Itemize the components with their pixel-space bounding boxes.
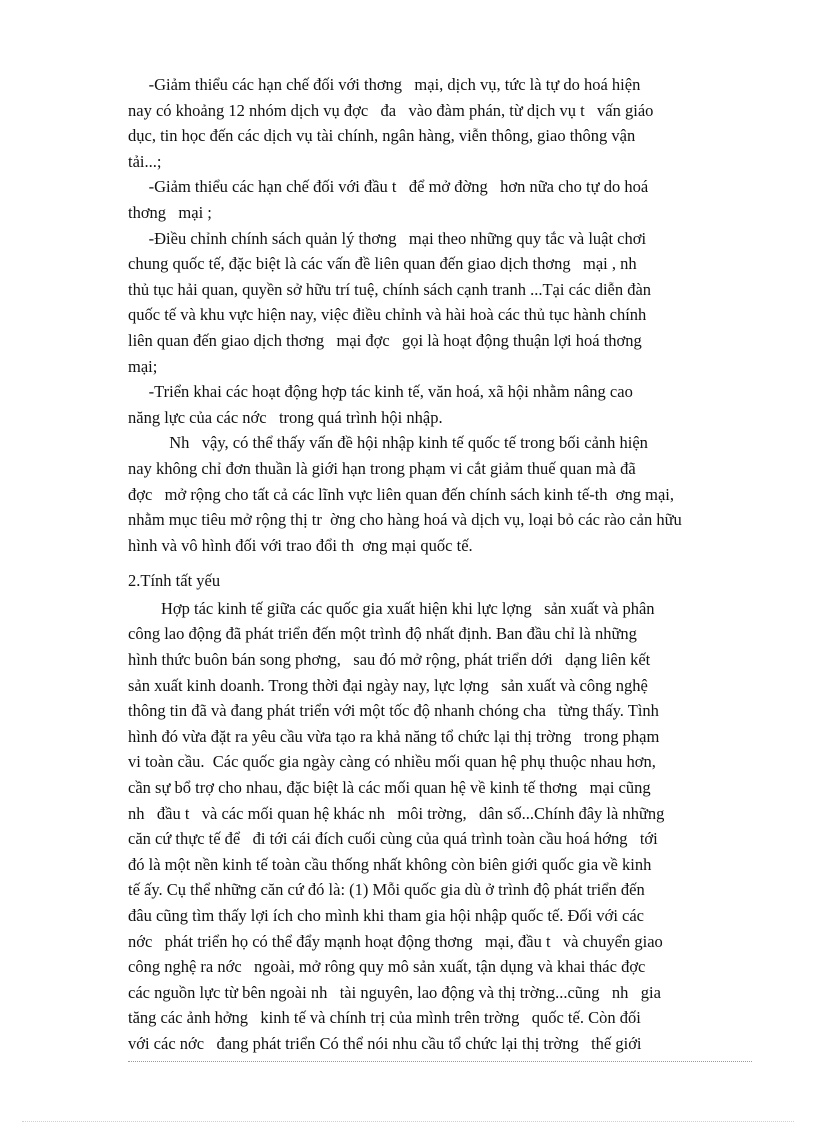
text-line: mại; [128, 356, 158, 376]
text-line: căn cứ thực tế để đi tới cái đích cuối cùng của quá trình toàn cầu hoá hớng tới [128, 829, 658, 849]
text-line: -Điều chỉnh chính sách quản lý thơng mại theo những quy tắc và luật chơi [128, 228, 647, 248]
text-line: -Triển khai các hoạt động hợp tác kinh tế, văn hoá, xã hội nhằm nâng cao [128, 382, 633, 402]
text-line: Nh vậy, có thể thấy vấn đề hội nhập kinh tế quốc tế trong bối cảnh hiện [128, 433, 648, 453]
text-line: năng lực của các nớc trong quá trình hội nhập. [128, 407, 443, 427]
text-line: -Giảm thiểu các hạn chế đối với đầu t để mở đờng hơn nữa cho tự do hoá [128, 177, 649, 197]
text-line: sản xuất kinh doanh. Trong thời đại ngày nay, lực lợng sản xuất và công nghệ [128, 675, 648, 695]
text-line: các nguồn lực từ bên ngoài nh tài nguyên, lao động và thị trờng...cũng nh gia [128, 982, 661, 1002]
text-line: đâu cũng tìm thấy lợi ích cho mình khi tham gia hội nhập quốc tế. Đối với các [128, 906, 645, 925]
text-line: với các nớc đang phát triển Có thể nói nhu cầu tổ chức lại thị trờng thế giới [128, 1033, 642, 1053]
text-line: cần sự bổ trợ cho nhau, đặc biệt là các mối quan hệ về kinh tế thơng mại cũng [128, 778, 651, 798]
text-line: nớc phát triển họ có thể đẩy mạnh hoạt động thơng mại, đầu t và chuyển giao [128, 931, 663, 951]
section-heading: 2.Tính tất yếu [128, 571, 221, 591]
text-line: công lao động đã phát triển đến một trình độ nhất định. Ban đầu chỉ là những [128, 624, 637, 644]
text-line: nay có khoảng 12 nhóm dịch vụ đợc đa vào đàm phán, từ dịch vụ t vấn giáo [128, 100, 654, 120]
text-line: tăng các ảnh hởng kinh tế và chính trị của mình trên trờng quốc tế. Còn đối [128, 1008, 641, 1028]
text-line: nay không chỉ đơn thuần là giới hạn trong phạm vi cắt giảm thuế quan mà đã [128, 458, 636, 478]
text-line: chung quốc tế, đặc biệt là các vấn đề liên quan đến giao dịch thơng mại , nh [128, 254, 637, 274]
text-line: Hợp tác kinh tế giữa các quốc gia xuất hiện khi lực lợng sản xuất và phân [128, 598, 655, 618]
text-line: hình thức buôn bán song phơng, sau đó mở rộng, phát triển dới dạng liên kết [128, 650, 651, 670]
body-text [128, 72, 750, 1057]
footer-divider [128, 1061, 752, 1062]
page-bottom-border [22, 1121, 794, 1122]
text-line: hình đó vừa đặt ra yêu cầu vừa tạo ra khả năng tổ chức lại thị trờng trong phạm [128, 726, 660, 746]
text-line: thủ tục hải quan, quyền sở hữu trí tuệ, chính sách cạnh tranh ...Tại các diễn đàn [128, 279, 652, 299]
text-line: đó là một nền kinh tế toàn cầu thống nhất không còn biên giới quốc gia về kinh [128, 854, 652, 874]
text-line: thông tin đã và đang phát triển với một tốc độ nhanh chóng cha từng thấy. Tình [128, 701, 659, 721]
text-line: tải...; [128, 151, 162, 171]
text-line: dục, tin học đến các dịch vụ tài chính, ngân hàng, viễn thông, giao thông vận [128, 126, 636, 146]
text-line: quốc tế và khu vực hiện nay, việc điều chỉnh và hài hoà các thủ tục hành chính [128, 305, 647, 325]
text-line: liên quan đến giao dịch thơng mại đợc gọi là hoạt động thuận lợi hoá thơng [128, 330, 642, 350]
text-line: vi toàn cầu. Các quốc gia ngày càng có nhiều mối quan hệ phụ thuộc nhau hơn, [128, 752, 656, 772]
text-line: công nghệ ra nớc ngoài, mở rông quy mô sản xuất, tận dụng và khai thác đợc [128, 957, 646, 977]
text-line: thơng mại ; [128, 202, 212, 222]
text-line: nhằm mục tiêu mở rộng thị tr ờng cho hàng hoá và dịch vụ, loại bỏ các rào cản hữu [128, 510, 682, 530]
text-line: đợc mở rộng cho tất cả các lĩnh vực liên quan đến chính sách kinh tế-th ơng mại, [128, 484, 674, 504]
text-line: nh đầu t và các mối quan hệ khác nh môi trờng, dân số...Chính đây là những [128, 803, 665, 823]
text-line: hình và vô hình đối với trao đổi th ơng mại quốc tế. [128, 535, 473, 555]
text-line: -Giảm thiểu các hạn chế đối với thơng mại, dịch vụ, tức là tự do hoá hiện [128, 75, 641, 94]
text-line: tế ấy. Cụ thể những căn cứ đó là: (1) Mỗi quốc gia dù ở trình độ phát triển đến [128, 880, 645, 900]
